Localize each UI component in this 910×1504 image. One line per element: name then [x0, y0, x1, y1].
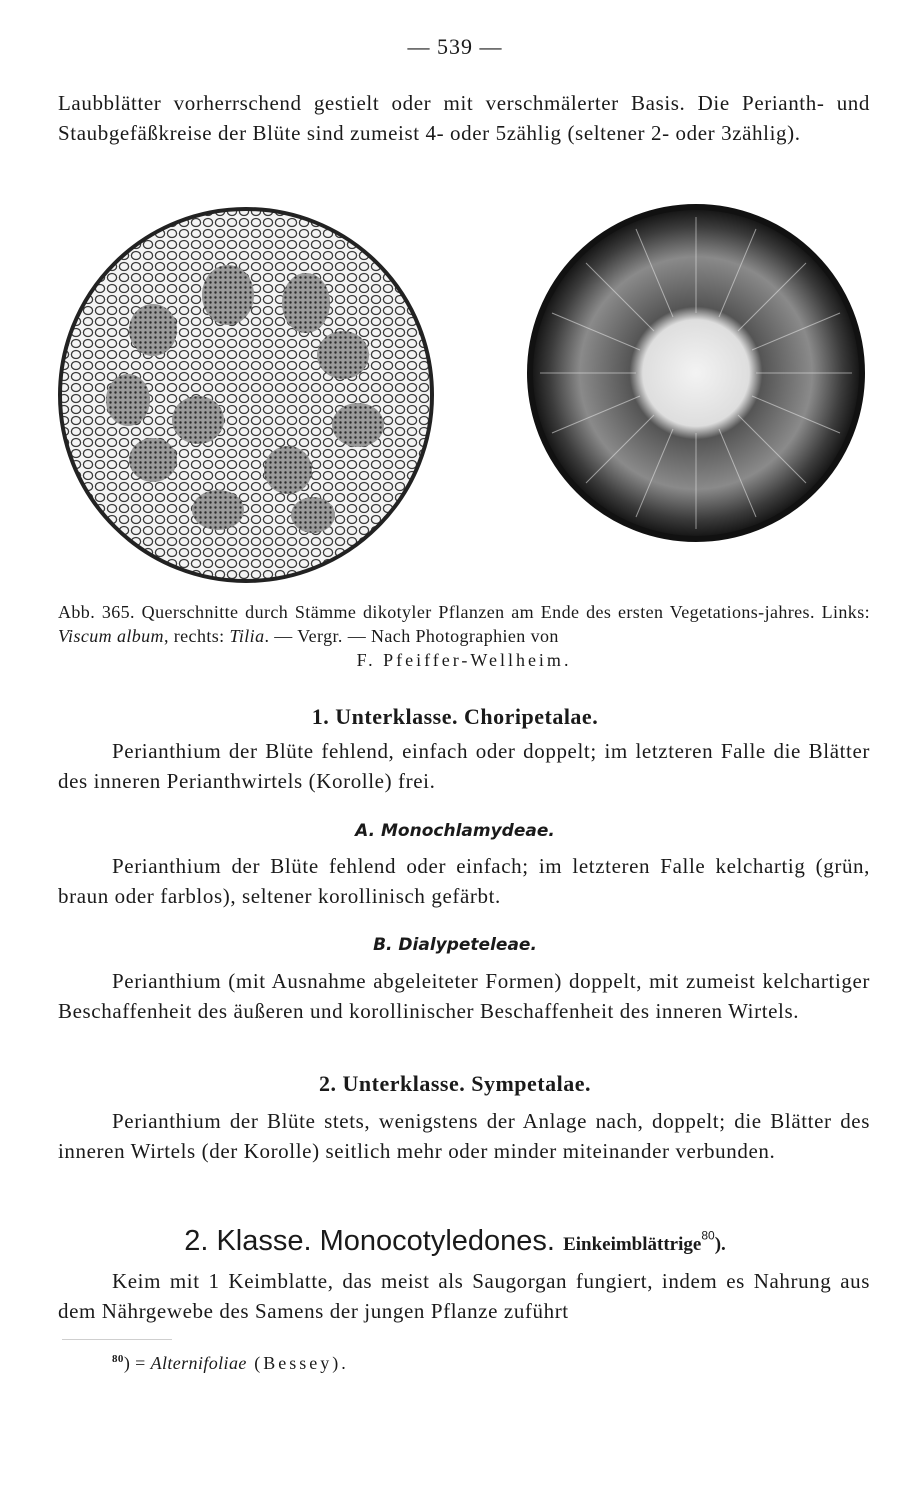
heading-dialypeteleae: B. Dialypeteleae. [373, 935, 537, 955]
viscum-cross-section-image [58, 195, 438, 595]
class-heading-end: ). [714, 1234, 726, 1255]
heading-monochlamydeae: A. Monochlamydeae. [355, 821, 555, 841]
sympetalae-text: Perianthium der Blüte stets, wenigstens der Anlage nach, doppelt; die Blätter des inneren Wirtels (der Korolle) seitlich mehr oder minder miteinander verbunden. [58, 1109, 870, 1163]
paragraph-choripetalae [58, 736, 870, 796]
paragraph-monocotyledones [58, 1266, 870, 1326]
class-footnote-ref: 80 [701, 1228, 715, 1243]
footnote-author: (Bessey). [246, 1353, 349, 1373]
footnote-start: ) = [123, 1353, 151, 1373]
heading-sympetalae: 2. Unterklasse. Sympetalae. [319, 1071, 591, 1096]
footnote-marker: 80 [112, 1353, 124, 1365]
figure-365 [58, 195, 870, 595]
page-number: — 539 — [407, 34, 503, 59]
tilia-cross-section-image [526, 195, 870, 555]
dialypeteleae-text: Perianthium (mit Ausnahme abgeleiteter Formen) doppelt, mit zumeist kelchartiger Beschaffenheit des äußeren und korollinischer Beschaffenheit des inneren Wirtels. [58, 969, 870, 1023]
class-heading-german: Einkeimblättrige [563, 1234, 702, 1255]
paragraph-monochlamydeae [58, 851, 870, 911]
caption-species-viscum: Viscum album [58, 626, 164, 646]
heading-monocotyledones [0, 1225, 910, 1258]
figure-caption [58, 600, 870, 672]
class-heading-main: 2. Klasse. Monocotyledones. [184, 1225, 555, 1257]
caption-author: F. Pfeiffer-Wellheim. [356, 650, 572, 670]
footnote [112, 1353, 349, 1374]
footnote-term: Alternifoliae [150, 1353, 247, 1373]
heading-choripetalae: 1. Unterklasse. Choripetalae. [311, 704, 599, 729]
monochlamydeae-text: Perianthium der Blüte fehlend oder einfach; im letzteren Falle kelchartig (grün, braun oder farblos), seltener korollinisch gefärbt. [58, 854, 870, 908]
caption-end: . — Vergr. — Nach Photographien von [264, 626, 559, 646]
choripetalae-text: Perianthium der Blüte fehlend, einfach oder doppelt; im letzteren Falle die Blätter des inneren Perianthwirtels (Korolle) frei. [58, 739, 870, 793]
caption-start: Abb. 365. Querschnitte durch Stämme dikotyler Pflanzen am Ende des ersten Vegetations-jahres. Links: [58, 602, 870, 622]
caption-species-tilia: Tilia [229, 626, 265, 646]
intro-paragraph: Laubblätter vorherrschend gestielt oder mit verschmälerter Basis. Die Perianth- und Staubgefäßkreise der Blüte sind zumeist 4- oder 5zählig (seltener 2- oder 3zählig). [58, 91, 870, 145]
caption-mid: , rechts: [163, 626, 230, 646]
paragraph-sympetalae [58, 1106, 870, 1166]
monocot-text: Keim mit 1 Keimblatte, das meist als Saugorgan fungiert, indem es Nahrung aus dem Nährgewebe des Samens der jungen Pflanze zuführt [58, 1269, 870, 1323]
paragraph-dialypeteleae [58, 966, 870, 1026]
footnote-divider [62, 1339, 172, 1340]
